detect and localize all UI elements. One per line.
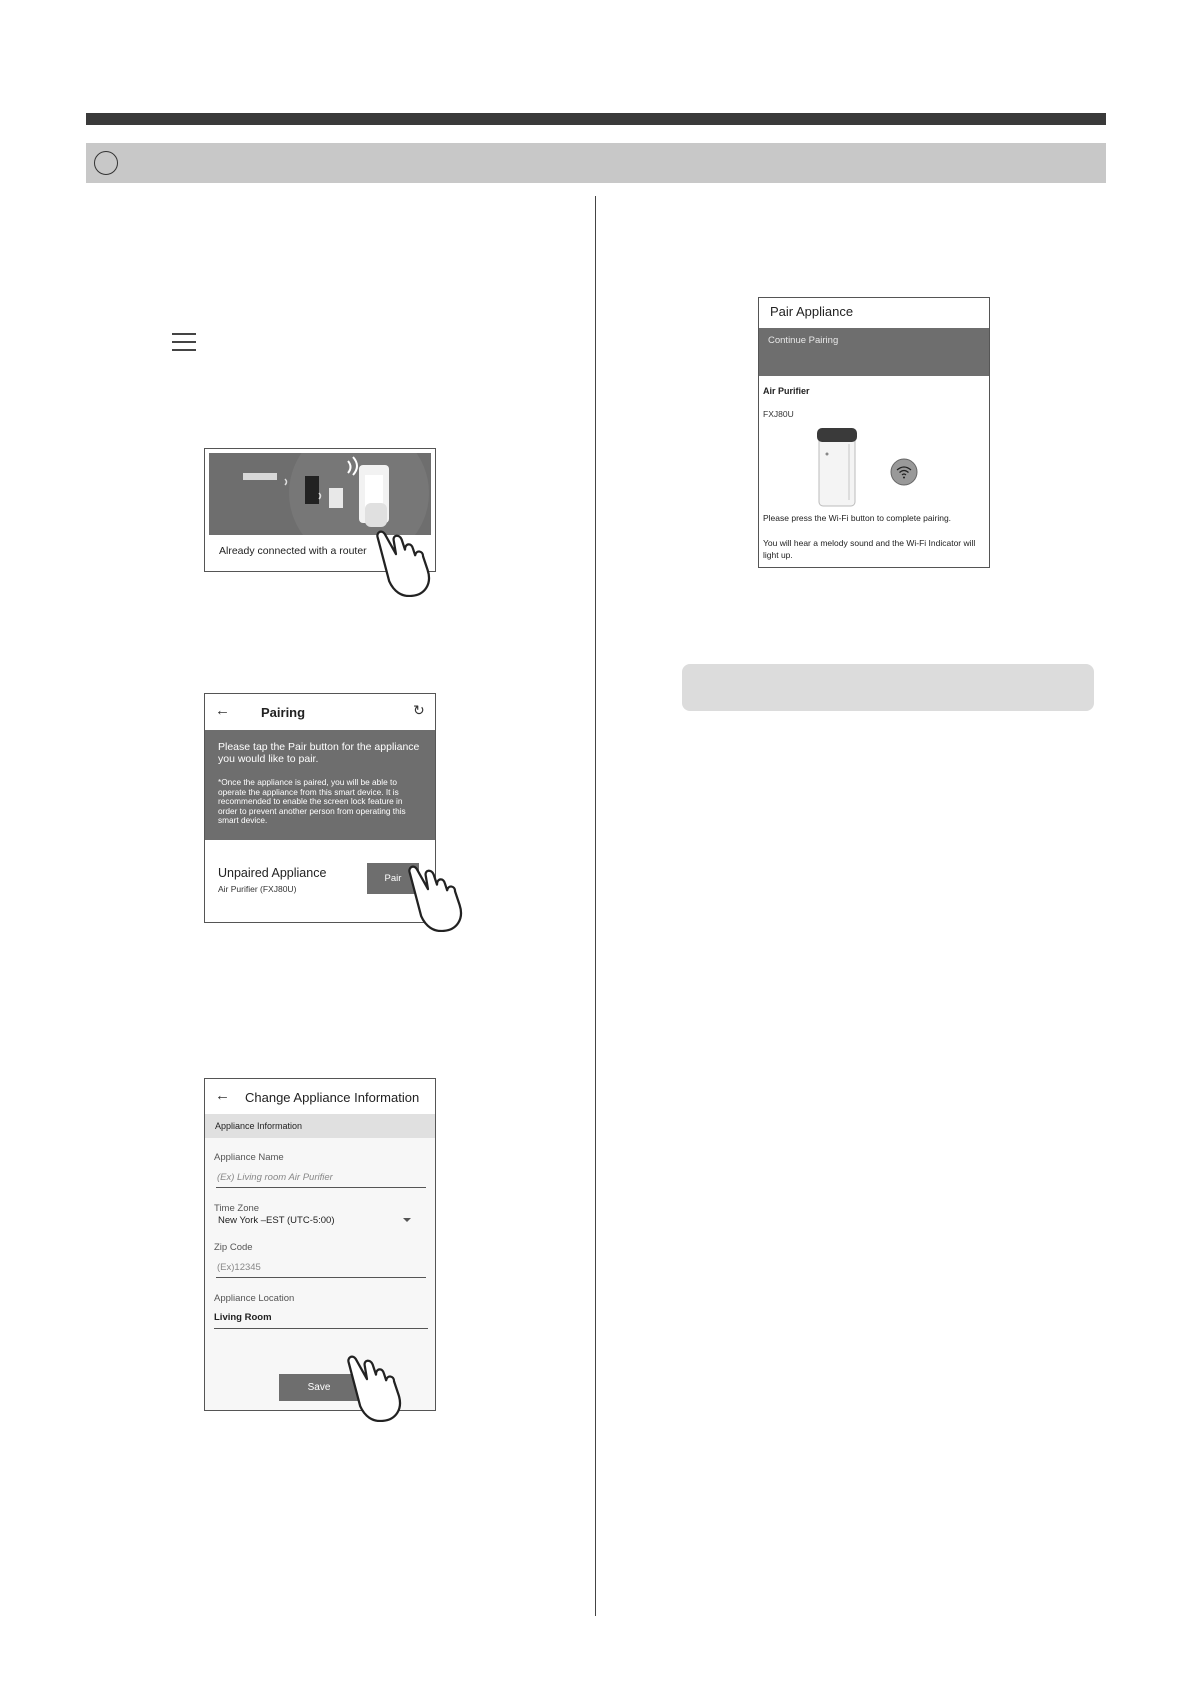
unpaired-appliance-name: Unpaired Appliance [218, 866, 327, 880]
chevron-down-icon[interactable] [403, 1218, 411, 1222]
pairing-note: *Once the appliance is paired, you will be able to operate the appliance from this smart device. It is recommended to enable the screen lock feature in order to prevent another person from operating this smart device. [218, 777, 406, 826]
appliance-name-underline [216, 1187, 426, 1188]
pairing-info-band [205, 730, 435, 840]
zip-code-label: Zip Code [214, 1242, 253, 1253]
appliance-info-header [205, 1114, 435, 1138]
zip-code-input[interactable]: (Ex)12345 [217, 1262, 261, 1273]
zip-code-underline [216, 1277, 426, 1278]
appliance-name-input[interactable]: (Ex) Living room Air Purifier [217, 1172, 333, 1183]
air-purifier-image [815, 426, 859, 508]
pairing-instruction: Please tap the Pair button for the appliance you would like to pair. [218, 741, 420, 765]
tap-hand-icon [342, 1352, 410, 1422]
pair-button[interactable]: Pair [367, 863, 419, 894]
refresh-icon[interactable]: ↻ [413, 702, 425, 718]
change-info-title: Change Appliance Information [245, 1090, 420, 1105]
pairing-screen [204, 693, 436, 923]
router-illustration [209, 453, 431, 535]
change-info-app-bar [205, 1079, 435, 1114]
press-wifi-instruction: Please press the Wi-Fi button to complete pairing. [763, 513, 952, 523]
section-number-circle [94, 151, 118, 175]
pairing-title: Pairing [261, 705, 306, 720]
appliance-location-underline [214, 1328, 428, 1329]
column-divider [595, 196, 596, 1616]
pair-appliance-title: Pair Appliance [770, 304, 854, 319]
appliance-type: Air Purifier [763, 386, 810, 396]
hamburger-menu-icon [172, 333, 196, 351]
time-zone-label: Time Zone [214, 1203, 260, 1214]
melody-sound-instruction: You will hear a melody sound and the Wi-Fi Indicator will light up. [763, 538, 976, 560]
appliance-model: FXJ80U [763, 409, 794, 419]
unpaired-appliance-model: Air Purifier (FXJ80U) [218, 884, 297, 894]
already-connected-option[interactable]: Already connected with a router [219, 545, 367, 557]
appliance-location-input[interactable]: Living Room [214, 1312, 272, 1323]
wifi-icon [890, 458, 918, 486]
continue-pairing-band [759, 328, 989, 376]
appliance-info-header-label: Appliance Information [215, 1121, 303, 1131]
time-zone-select[interactable]: New York –EST (UTC-5:00) [218, 1215, 335, 1226]
arrow-left-icon[interactable]: ← [215, 1087, 230, 1104]
save-button[interactable]: Save [279, 1374, 359, 1401]
appliance-location-label: Appliance Location [214, 1293, 295, 1304]
note-box [682, 664, 1094, 711]
tap-hand-icon [403, 862, 471, 932]
tap-hand-icon [371, 527, 439, 597]
router-devices-illustration [209, 453, 431, 535]
appliance-name-label: Appliance Name [214, 1152, 284, 1163]
arrow-left-icon[interactable]: ← [215, 702, 230, 719]
section-header-bar [86, 143, 1106, 183]
top-rule [86, 113, 1106, 125]
pair-appliance-screen [758, 297, 990, 568]
pairing-app-bar [205, 694, 435, 730]
continue-pairing-label: Continue Pairing [768, 335, 839, 346]
